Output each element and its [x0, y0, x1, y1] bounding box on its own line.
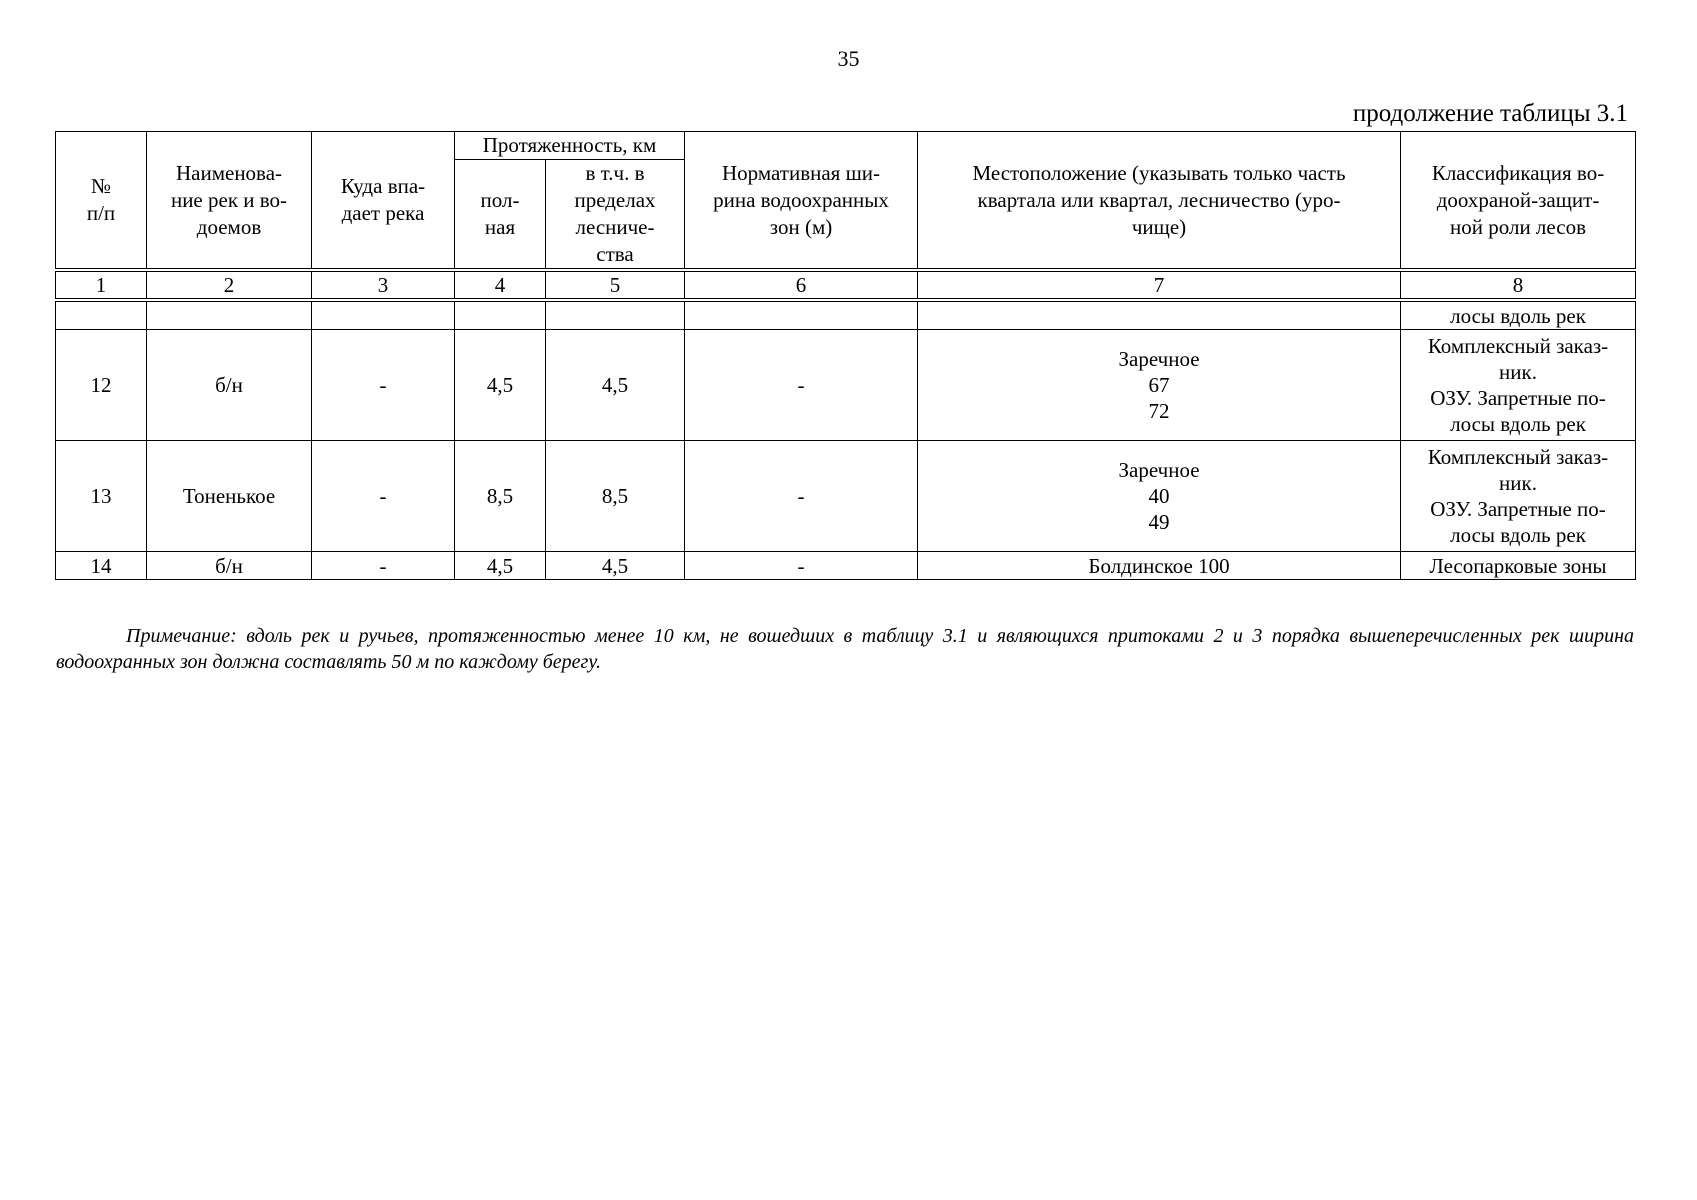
cell-flows-into: - — [312, 441, 455, 552]
table-row — [56, 441, 1636, 552]
cell-length-within: 4,5 — [546, 330, 685, 441]
header-length-total: пол- ная — [455, 160, 546, 271]
table-cell — [918, 300, 1401, 330]
cell-length-within: 4,5 — [546, 552, 685, 580]
cell-classification: Лесопарковые зоны — [1401, 552, 1636, 580]
cell-num: 12 — [56, 330, 147, 441]
cell-length-total: 4,5 — [455, 330, 546, 441]
header-length-group: Протяженность, км — [455, 132, 685, 160]
column-number: 8 — [1401, 270, 1636, 300]
header-num: № п/п — [56, 132, 147, 271]
cell-name: Тоненькое — [147, 441, 312, 552]
cell-flows-into: - — [312, 552, 455, 580]
page-number: 35 — [837, 46, 860, 71]
cell-classification: лосы вдоль рек — [1401, 300, 1636, 330]
table-cell — [147, 300, 312, 330]
footnote: Примечание: вдоль рек и ручьев, протяженностью менее 10 км, не вошедших в таблицу 3.1 и являющихся притоками 2 и 3 порядка вышеперечисленных рек ширина водоохранных зон должна составлять 50 м по каждому берегу. — [56, 625, 1634, 673]
table-cell — [312, 300, 455, 330]
rivers-table — [55, 131, 1636, 580]
table-cell — [455, 300, 546, 330]
column-number: 4 — [455, 270, 546, 300]
header-flows-into: Куда впа- дает река — [312, 132, 455, 271]
table-row — [56, 552, 1636, 580]
cell-name: б/н — [147, 552, 312, 580]
column-number: 6 — [685, 270, 918, 300]
header-row-1 — [56, 132, 1636, 160]
cell-location: Заречное 40 49 — [918, 441, 1401, 552]
table-caption: продолжение таблицы 3.1 — [1352, 100, 1628, 127]
column-number: 1 — [56, 270, 147, 300]
cell-classification: Комплексный заказ- ник. ОЗУ. Запретные по- лосы вдоль рек — [1401, 441, 1636, 552]
header-classification: Классификация во- доохраной-защит- ной роли лесов — [1401, 132, 1636, 271]
continuation-row — [56, 300, 1636, 330]
header-name: Наименова- ние рек и во- доемов — [147, 132, 312, 271]
header-norm-width: Нормативная ши- рина водоохранных зон (м) — [685, 132, 918, 271]
cell-length-within: 8,5 — [546, 441, 685, 552]
column-number: 5 — [546, 270, 685, 300]
cell-norm-width: - — [685, 552, 918, 580]
table-cell — [685, 300, 918, 330]
cell-length-total: 4,5 — [455, 552, 546, 580]
header-location: Местоположение (указывать только часть квартала или квартал, лесничество (уро- чище) — [918, 132, 1401, 271]
cell-classification: Комплексный заказ- ник. ОЗУ. Запретные по- лосы вдоль рек — [1401, 330, 1636, 441]
table-cell — [546, 300, 685, 330]
table-row — [56, 330, 1636, 441]
cell-length-total: 8,5 — [455, 441, 546, 552]
cell-num: 13 — [56, 441, 147, 552]
cell-name: б/н — [147, 330, 312, 441]
cell-location: Болдинское 100 — [918, 552, 1401, 580]
table-cell — [56, 300, 147, 330]
cell-flows-into: - — [312, 330, 455, 441]
column-number: 2 — [147, 270, 312, 300]
cell-num: 14 — [56, 552, 147, 580]
cell-norm-width: - — [685, 330, 918, 441]
column-number: 3 — [312, 270, 455, 300]
cell-location: Заречное 67 72 — [918, 330, 1401, 441]
column-number: 7 — [918, 270, 1401, 300]
cell-norm-width: - — [685, 441, 918, 552]
header-length-within: в т.ч. в пределах лесниче- ства — [546, 160, 685, 271]
column-numbers-row — [56, 270, 1636, 300]
